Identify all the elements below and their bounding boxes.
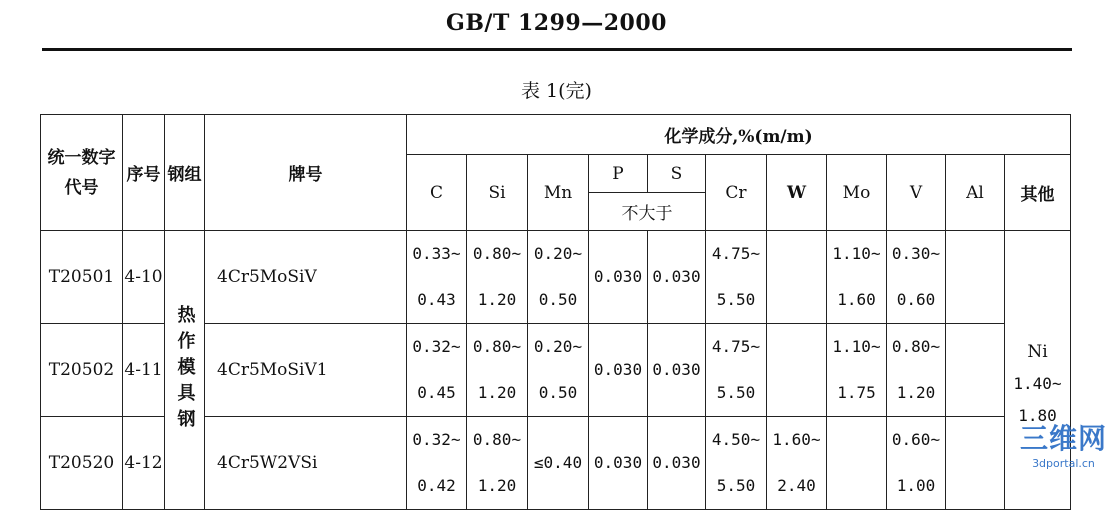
other-min: 1.40~: [1013, 374, 1062, 393]
cell-grade: 4Cr5MoSiV1: [205, 324, 407, 417]
cell-c: [407, 231, 467, 324]
range-max: 1.75: [837, 383, 876, 402]
header-code: [41, 115, 123, 231]
page-header: GB/T 1299—2000: [446, 10, 667, 36]
cell-al: [946, 231, 1005, 324]
header-element-cr: Cr: [706, 155, 767, 231]
cell-mn: [528, 324, 589, 417]
cell-si: [467, 231, 528, 324]
header-element-v: V: [887, 155, 946, 231]
header-grade: 牌号: [205, 115, 407, 231]
cell-p: 0.030: [589, 231, 648, 324]
composition-table: [40, 114, 1071, 510]
header-seq: 序号: [123, 115, 165, 231]
range-max: 0.50: [538, 290, 578, 309]
cell-v: [887, 324, 946, 417]
range-max: 0.45: [417, 383, 456, 402]
cell-s: 0.030: [648, 231, 706, 324]
cell-seq: 4-10: [123, 231, 165, 324]
cell-v: [887, 231, 946, 324]
cell-mn: ≤0.40: [528, 417, 589, 510]
watermark-url: 3dportal.cn: [1032, 457, 1095, 470]
range-max: 1.20: [896, 383, 936, 402]
range-min: 0.20~: [533, 337, 583, 356]
header-element-al: Al: [946, 155, 1005, 231]
range-min: 1.10~: [832, 337, 881, 356]
cell-seq: 4-11: [123, 324, 165, 417]
table-caption: 表 1(完): [521, 80, 592, 102]
cell-c: [407, 417, 467, 510]
cell-mn: [528, 231, 589, 324]
range-max: 1.60: [837, 290, 876, 309]
header-element-other: 其他: [1005, 155, 1071, 231]
cell-grade: 4Cr5W2VSi: [205, 417, 407, 510]
range-min: 0.32~: [412, 430, 461, 449]
range-max: 0.43: [417, 290, 456, 309]
range-min: 0.80~: [891, 337, 941, 356]
range-max: 1.20: [477, 290, 517, 309]
cell-c: [407, 324, 467, 417]
range-min: 0.80~: [472, 244, 522, 263]
header-element-s: S: [648, 155, 706, 193]
header-composition: 化学成分,%(m/m): [407, 115, 1071, 155]
range-min: 4.75~: [711, 337, 761, 356]
other-element: Ni: [1027, 342, 1048, 362]
header-element-w: W: [767, 155, 827, 231]
cell-grade: 4Cr5MoSiV: [205, 231, 407, 324]
header-ps-note: 不大于: [589, 193, 706, 231]
range-min: 0.60~: [891, 430, 941, 449]
cell-mo: [827, 417, 887, 510]
watermark-logo: 三维网: [1019, 422, 1107, 455]
range-max: 5.50: [716, 476, 756, 495]
cell-code: T20520: [41, 417, 123, 510]
cell-s: 0.030: [648, 324, 706, 417]
cell-p: 0.030: [589, 417, 648, 510]
range-min: 0.32~: [412, 337, 461, 356]
table-row: [41, 231, 1071, 324]
header-element-mn: Mn: [528, 155, 589, 231]
range-min: 0.30~: [891, 244, 941, 263]
other-max: 1.80: [1018, 406, 1057, 425]
header-element-si: Si: [467, 155, 528, 231]
range-min: 0.33~: [412, 244, 461, 263]
range-max: 5.50: [716, 383, 756, 402]
range-max: 0.60: [896, 290, 936, 309]
range-min: 4.50~: [711, 430, 761, 449]
range-min: 1.60~: [772, 430, 821, 449]
range-max: 5.50: [716, 290, 756, 309]
header-element-mo: Mo: [827, 155, 887, 231]
cell-code: T20501: [41, 231, 123, 324]
cell-group: [165, 231, 205, 510]
header-group: 钢组: [165, 115, 205, 231]
range-min: 1.10~: [832, 244, 881, 263]
header-rule: [42, 48, 1072, 51]
range-max: 0.42: [417, 476, 456, 495]
cell-w: [767, 324, 827, 417]
cell-al: [946, 324, 1005, 417]
cell-mo: [827, 324, 887, 417]
cell-p: 0.030: [589, 324, 648, 417]
cell-w: [767, 417, 827, 510]
cell-cr: [706, 417, 767, 510]
cell-v: [887, 417, 946, 510]
range-min: 0.80~: [472, 337, 522, 356]
group-name: 热作模具钢: [174, 305, 196, 435]
header-code-text: 统一数字代号: [47, 147, 116, 198]
cell-code: T20502: [41, 324, 123, 417]
range-max: 0.50: [538, 383, 578, 402]
cell-cr: [706, 231, 767, 324]
range-min: 0.80~: [472, 430, 522, 449]
header-element-c: C: [407, 155, 467, 231]
range-max: 1.00: [896, 476, 936, 495]
cell-seq: 4-12: [123, 417, 165, 510]
cell-al: [946, 417, 1005, 510]
range-max: 1.20: [477, 476, 517, 495]
cell-si: [467, 324, 528, 417]
range-min: 0.20~: [533, 244, 583, 263]
range-min: 4.75~: [711, 244, 761, 263]
range-max: 2.40: [777, 476, 816, 495]
cell-s: 0.030: [648, 417, 706, 510]
cell-w: [767, 231, 827, 324]
cell-cr: [706, 324, 767, 417]
watermark: [1020, 417, 1107, 470]
cell-si: [467, 417, 528, 510]
header-element-p: P: [589, 155, 648, 193]
cell-mo: [827, 231, 887, 324]
range-max: 1.20: [477, 383, 517, 402]
